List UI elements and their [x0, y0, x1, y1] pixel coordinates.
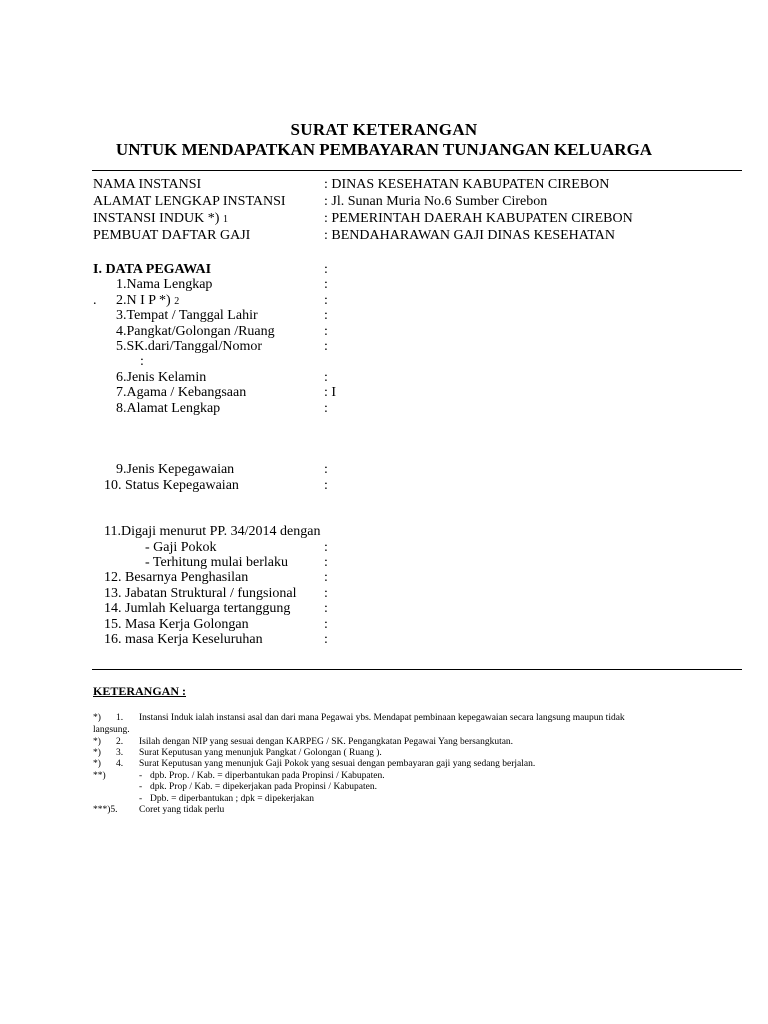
note-text: langsung.: [93, 725, 130, 735]
field-digaji-menurut: 11.Digaji menurut PP. 34/2014 dengan: [104, 524, 321, 539]
header-label-alamat: ALAMAT LENGKAP INSTANSI: [93, 194, 286, 209]
header-value-instansi-induk: : PEMERINTAH DAERAH KABUPATEN CIREBON: [324, 211, 633, 226]
note-bullet: -: [139, 794, 143, 804]
colon: :: [324, 555, 328, 570]
field-masa-kerja-golongan: 15. Masa Kerja Golongan: [104, 617, 249, 632]
colon: :: [324, 277, 328, 292]
note-text: dpk. Prop / Kab. = dipekerjakan pada Propinsi / Kabupaten.: [150, 782, 377, 792]
note-mark: *): [93, 737, 101, 747]
colon: :: [324, 462, 328, 477]
field-besarnya-penghasilan: 12. Besarnya Penghasilan: [104, 570, 249, 585]
note-num: 4.: [116, 759, 124, 769]
colon: :: [324, 293, 328, 308]
header-label-instansi-induk: [93, 211, 228, 227]
header-value-pembuat-daftar-gaji: : BENDAHARAWAN GAJI DINAS KESEHATAN: [324, 228, 615, 243]
colon-value: : I: [324, 385, 337, 400]
field-terhitung-mulai: - Terhitung mulai berlaku: [145, 555, 289, 570]
document-subtitle: UNTUK MENDAPATKAN PEMBAYARAN TUNJANGAN KELUARGA: [115, 140, 653, 159]
field-agama-kebangsaan: 7.Agama / Kebangsaan: [116, 385, 247, 400]
colon: :: [324, 370, 328, 385]
field-jenis-kepegawaian: 9.Jenis Kepegawaian: [116, 462, 235, 477]
colon: :: [324, 540, 328, 555]
colon: :: [324, 339, 328, 354]
note-text: Coret yang tidak perlu: [139, 805, 225, 815]
field-nama-lengkap: 1.Nama Lengkap: [116, 277, 213, 292]
note-bullet: -: [139, 782, 143, 792]
note-num: 1.: [116, 713, 124, 723]
colon: :: [324, 401, 328, 416]
note-mark: *): [93, 748, 101, 758]
note-mark: *): [93, 759, 101, 769]
field-sk: 5.SK.dari/Tanggal/Nomor: [116, 339, 262, 354]
colon: :: [324, 586, 328, 601]
field-jenis-kelamin: 6.Jenis Kelamin: [116, 370, 207, 385]
field-jumlah-keluarga: 14. Jumlah Keluarga tertanggung: [104, 601, 291, 616]
colon: :: [324, 478, 328, 493]
note-text: Isilah dengan NIP yang sesuai dengan KARPEG / SK. Pengangkatan Pegawai Yang bersangkutan.: [139, 737, 514, 747]
keterangan-title: KETERANGAN :: [93, 684, 187, 698]
field-tempat-tanggal-lahir: 3.Tempat / Tanggal Lahir: [116, 308, 258, 323]
header-label-nama-instansi: NAMA INSTANSI: [93, 177, 202, 192]
colon: :: [324, 617, 328, 632]
colon: :: [324, 324, 328, 339]
footnote-ref-1: 1: [222, 214, 228, 225]
colon: :: [324, 601, 328, 616]
colon: :: [324, 570, 328, 585]
footnote-ref-2: 2: [174, 296, 180, 307]
colon: :: [324, 308, 328, 323]
header-divider: [92, 170, 742, 171]
field-alamat-lengkap: 8.Alamat Lengkap: [116, 401, 221, 416]
note-text: Surat Keputusan yang menunjuk Gaji Pokok yang sesuai dengan pembayaran gaji yang sedang berjalan.: [139, 759, 536, 769]
field-pangkat-golongan: 4.Pangkat/Golongan /Ruang: [116, 324, 275, 339]
footer-divider: [92, 669, 742, 670]
field-jabatan: 13. Jabatan Struktural / fungsional: [104, 586, 297, 601]
note-mark: *): [93, 713, 101, 723]
field-nip: [116, 293, 179, 309]
colon: :: [324, 632, 328, 647]
field-nip-label: 2.N I P *): [116, 293, 171, 308]
colon: :: [140, 354, 144, 369]
note-bullet: -: [139, 771, 143, 781]
stray-dot: .: [93, 293, 97, 308]
note-text: Dpb. = diperbantukan ; dpk = dipekerjakan: [150, 794, 314, 804]
colon: :: [324, 262, 328, 277]
document-title: SURAT KETERANGAN: [290, 120, 478, 139]
field-gaji-pokok: - Gaji Pokok: [145, 540, 217, 555]
note-text: Instansi Induk ialah instansi asal dan dari mana Pegawai ybs. Mendapat pembinaan kepegawaian secara langsung maupun tidak: [139, 713, 625, 723]
header-label-pembuat-daftar-gaji: PEMBUAT DAFTAR GAJI: [93, 228, 251, 243]
header-value-nama-instansi: : DINAS KESEHATAN KABUPATEN CIREBON: [324, 177, 610, 192]
note-text: Surat Keputusan yang menunjuk Pangkat / Golongan ( Ruang ).: [139, 748, 382, 758]
field-masa-kerja-keseluruhan: 16. masa Kerja Keseluruhan: [104, 632, 263, 647]
note-num: 2.: [116, 737, 124, 747]
note-num: 3.: [116, 748, 124, 758]
section-title-data-pegawai: I. DATA PEGAWAI: [93, 262, 212, 277]
header-value-alamat: : Jl. Sunan Muria No.6 Sumber Cirebon: [324, 194, 548, 209]
note-mark: ***)5.: [93, 805, 118, 815]
note-text: dpb. Prop. / Kab. = diperbantukan pada Propinsi / Kabupaten.: [150, 771, 385, 781]
header-label-instansi-induk-text: INSTANSI INDUK *): [93, 211, 220, 226]
note-mark: **): [93, 771, 106, 781]
field-status-kepegawaian: 10. Status Kepegawaian: [104, 478, 239, 493]
